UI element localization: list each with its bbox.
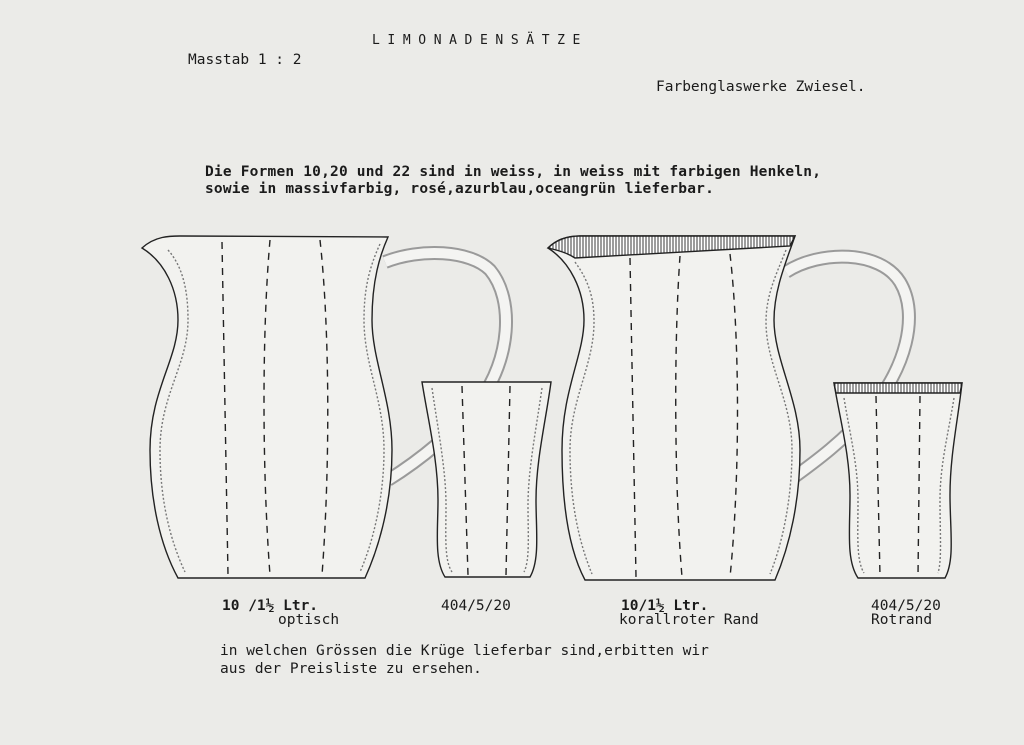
item-2-code: 404/5/20 [441, 598, 511, 614]
footer-line-2: aus der Preisliste zu ersehen. [220, 661, 482, 677]
item-4-desc: Rotrand [871, 612, 933, 628]
item-4-code: 404/5/20 [871, 598, 941, 614]
intro-line-2: sowie in massivfarbig, rosé,azurblau,oceangrün lieferbar. [205, 181, 714, 197]
item-1-code: 10 /1½ Ltr. [222, 598, 319, 614]
glass-2-drawing [422, 382, 551, 577]
item-3-desc: korallroter Rand [619, 612, 759, 628]
footer-line-1: in welchen Grössen die Krüge lieferbar sind,erbitten wir [220, 643, 709, 659]
page-title: LIMONADENSÄTZE [372, 33, 588, 48]
item-1-desc: optisch [278, 612, 340, 628]
intro-line-1: Die Formen 10,20 und 22 sind in weiss, in weiss mit farbigen Henkeln, [205, 164, 822, 180]
scale-note: Masstab 1 : 2 [188, 52, 302, 68]
item-3-code: 10/1½ Ltr. [621, 598, 709, 614]
glass-4-drawing [834, 383, 962, 578]
manufacturer-name: Farbenglaswerke Zwiesel. [656, 79, 866, 95]
